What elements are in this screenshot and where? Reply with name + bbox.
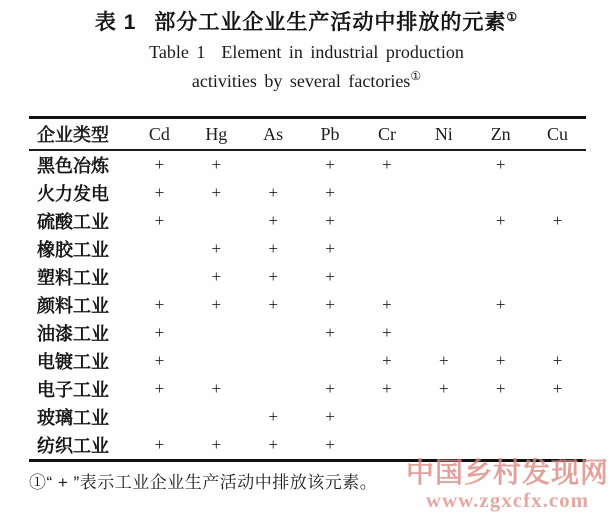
empty-cell — [415, 179, 472, 207]
empty-cell — [529, 291, 586, 319]
emission-mark-cell: + — [154, 435, 165, 454]
emission-mark-cell: + — [211, 183, 222, 202]
empty-cell — [245, 319, 302, 347]
table-row — [29, 347, 586, 375]
emission-mark-cell: + — [495, 379, 506, 398]
table-footnote: ①“ + ”表示工业企业生产活动中排放该元素。 — [29, 473, 378, 492]
empty-cell — [415, 319, 472, 347]
column-header-pb: Pb — [302, 118, 359, 151]
empty-cell — [415, 150, 472, 179]
empty-cell — [359, 431, 416, 461]
watermark-site-name: 中国乡村发现网 — [405, 458, 609, 489]
row-label: 油漆工业 — [37, 324, 109, 344]
empty-cell — [415, 263, 472, 291]
elements-table — [29, 116, 586, 462]
row-label: 硫酸工业 — [37, 212, 109, 232]
emission-mark-cell: + — [154, 351, 165, 370]
emission-mark-cell: + — [552, 351, 563, 370]
emission-mark-cell: + — [325, 239, 335, 258]
empty-cell — [188, 207, 245, 235]
emission-mark-cell: + — [325, 155, 335, 174]
emission-mark-cell: + — [325, 183, 335, 202]
emission-mark-cell: + — [268, 183, 278, 202]
empty-cell — [472, 179, 529, 207]
empty-cell — [472, 431, 529, 461]
table-row — [29, 207, 586, 235]
caption-en-footnote-mark: ① — [410, 69, 422, 83]
emission-mark-cell: + — [552, 379, 563, 398]
emission-mark-cell: + — [325, 211, 335, 230]
table-row — [29, 375, 586, 403]
emission-mark-cell: + — [268, 407, 278, 426]
column-header-cu: Cu — [529, 118, 586, 151]
emission-mark-cell: + — [268, 435, 278, 454]
empty-cell — [529, 403, 586, 431]
caption-zh-text: 部分工业企业生产活动中排放的元素 — [154, 11, 507, 34]
column-header-enterprise-type: 企业类型 — [29, 118, 131, 151]
empty-cell — [415, 431, 472, 461]
table-row — [29, 150, 586, 179]
empty-cell — [131, 263, 188, 291]
table-row — [29, 179, 586, 207]
empty-cell — [529, 319, 586, 347]
emission-mark-cell: + — [211, 239, 222, 258]
column-header-cr: Cr — [359, 118, 416, 151]
empty-cell — [529, 150, 586, 179]
column-header-cd: Cd — [131, 118, 188, 151]
emission-mark-cell: + — [154, 211, 165, 230]
caption-en-line1 — [0, 38, 613, 67]
emission-mark-cell: + — [325, 407, 335, 426]
caption-zh-label: 表 1 — [94, 11, 137, 34]
column-header-ni: Ni — [415, 118, 472, 151]
row-label: 电子工业 — [37, 380, 109, 400]
empty-cell — [415, 403, 472, 431]
row-label: 黑色冶炼 — [37, 156, 109, 176]
watermark-site-url: www.zgxcfx.com — [425, 488, 590, 512]
table-row — [29, 291, 586, 319]
emission-mark-cell: + — [382, 323, 392, 342]
emission-mark-cell: + — [439, 379, 449, 398]
emission-mark-cell: + — [495, 211, 506, 230]
table-row — [29, 319, 586, 347]
emission-mark-cell: + — [439, 351, 449, 370]
row-label: 玻璃工业 — [37, 408, 109, 428]
emission-mark-cell: + — [154, 183, 165, 202]
caption-en-label: Table 1 — [149, 42, 206, 62]
emission-mark-cell: + — [495, 155, 506, 174]
table-row — [29, 263, 586, 291]
emission-mark-cell: + — [154, 379, 165, 398]
header-row — [29, 118, 586, 151]
caption-en-text: Element in industrial production — [221, 42, 464, 62]
empty-cell — [245, 150, 302, 179]
empty-cell — [245, 375, 302, 403]
emission-mark-cell: + — [552, 211, 563, 230]
column-header-zn: Zn — [472, 118, 529, 151]
table-caption — [0, 8, 613, 96]
emission-mark-cell: + — [211, 435, 222, 454]
empty-cell — [415, 207, 472, 235]
empty-cell — [131, 403, 188, 431]
emission-mark-cell: + — [268, 239, 278, 258]
emission-mark-cell: + — [325, 435, 335, 454]
emission-mark-cell: + — [325, 267, 335, 286]
emission-mark-cell: + — [154, 295, 165, 314]
empty-cell — [472, 319, 529, 347]
table-row — [29, 431, 586, 461]
row-label: 火力发电 — [37, 184, 109, 204]
empty-cell — [359, 207, 416, 235]
empty-cell — [188, 319, 245, 347]
caption-en-text2: activities by several factories — [191, 71, 411, 91]
table-row — [29, 403, 586, 431]
emission-mark-cell: + — [325, 323, 335, 342]
emission-mark-cell: + — [211, 379, 222, 398]
row-label: 颜料工业 — [37, 296, 109, 316]
empty-cell — [415, 291, 472, 319]
row-label: 纺织工业 — [37, 436, 109, 456]
emission-mark-cell: + — [211, 155, 222, 174]
site-watermark — [406, 459, 609, 511]
row-label: 塑料工业 — [37, 268, 109, 288]
emission-mark-cell: + — [211, 295, 222, 314]
empty-cell — [472, 235, 529, 263]
column-header-hg: Hg — [188, 118, 245, 151]
empty-cell — [188, 403, 245, 431]
empty-cell — [131, 235, 188, 263]
caption-zh-footnote-mark: ① — [506, 10, 519, 24]
emission-mark-cell: + — [268, 211, 278, 230]
empty-cell — [188, 347, 245, 375]
emission-mark-cell: + — [268, 295, 278, 314]
emission-mark-cell: + — [495, 295, 506, 314]
empty-cell — [529, 263, 586, 291]
empty-cell — [415, 235, 472, 263]
emission-mark-cell: + — [154, 155, 165, 174]
table-body — [29, 150, 586, 461]
emission-mark-cell: + — [325, 295, 335, 314]
emission-mark-cell: + — [154, 323, 165, 342]
emission-mark-cell: + — [382, 351, 392, 370]
empty-cell — [472, 403, 529, 431]
empty-cell — [529, 235, 586, 263]
empty-cell — [302, 347, 359, 375]
column-header-as: As — [245, 118, 302, 151]
emission-mark-cell: + — [495, 351, 506, 370]
empty-cell — [359, 235, 416, 263]
emission-mark-cell: + — [382, 155, 392, 174]
caption-zh — [0, 8, 613, 38]
caption-en-line2 — [0, 67, 613, 96]
emission-mark-cell: + — [382, 295, 392, 314]
table-header — [29, 118, 586, 151]
empty-cell — [359, 179, 416, 207]
empty-cell — [359, 403, 416, 431]
table-row — [29, 235, 586, 263]
row-label: 电镀工业 — [37, 352, 109, 372]
empty-cell — [472, 263, 529, 291]
row-label: 橡胶工业 — [37, 240, 109, 260]
emission-mark-cell: + — [211, 267, 222, 286]
empty-cell — [245, 347, 302, 375]
empty-cell — [529, 179, 586, 207]
empty-cell — [529, 431, 586, 461]
emission-mark-cell: + — [325, 379, 335, 398]
emission-mark-cell: + — [268, 267, 278, 286]
emission-mark-cell: + — [382, 379, 392, 398]
empty-cell — [359, 263, 416, 291]
